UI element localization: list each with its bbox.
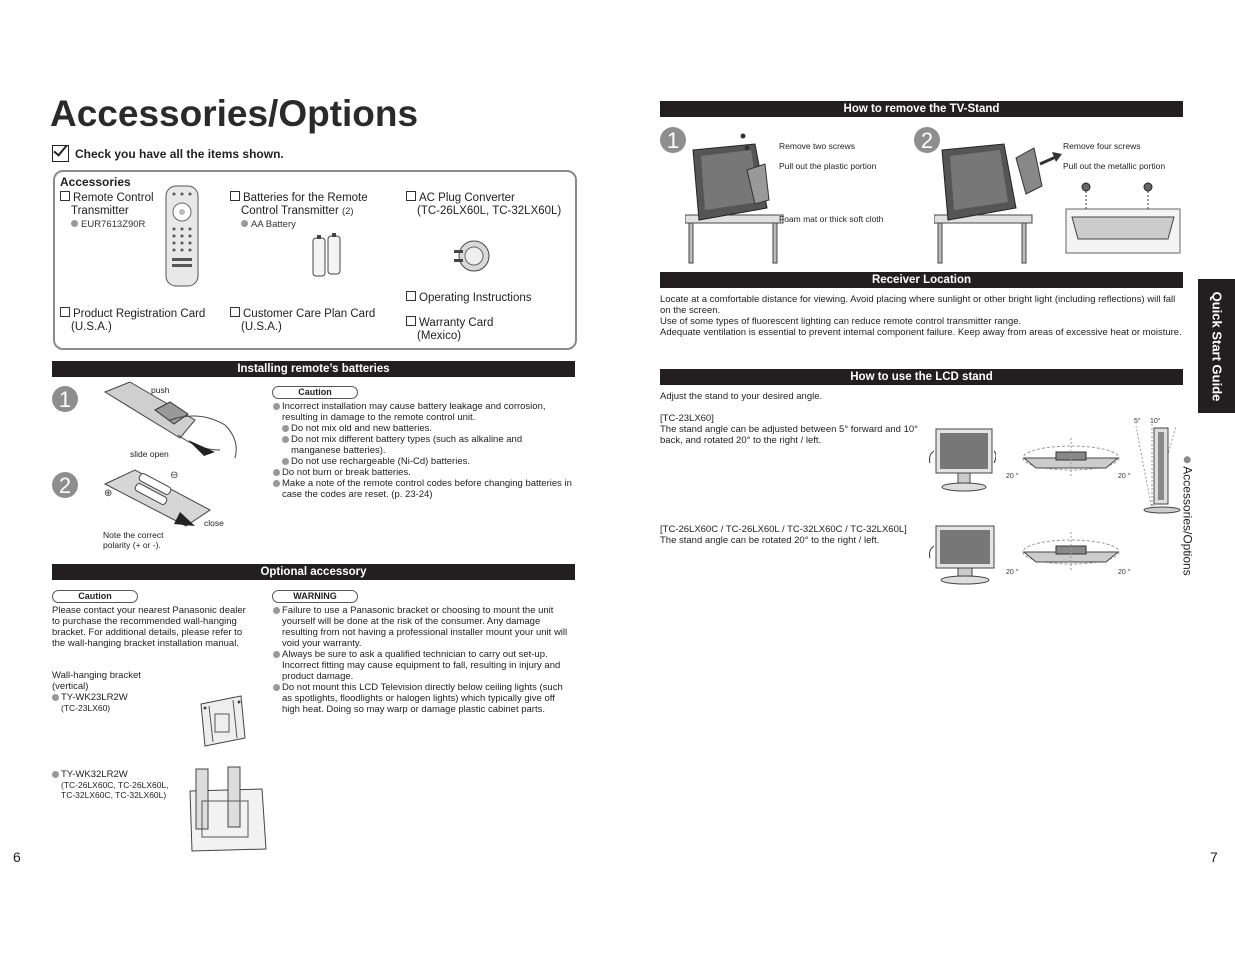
checkbox-icon xyxy=(230,307,240,317)
metallic-portion-detail xyxy=(1064,177,1182,255)
check-line xyxy=(52,145,284,162)
page-title: Accessories/Options xyxy=(50,93,419,134)
warning-badge: WARNING xyxy=(272,590,358,603)
item-instructions: Operating Instructions xyxy=(406,291,532,305)
step2-text-1: Remove four screws xyxy=(1063,141,1141,151)
remove-stand-step2-illustration xyxy=(934,130,1064,265)
step1-text-2: Pull out the plastic portion xyxy=(779,161,877,171)
label-slide-open: slide open xyxy=(130,449,169,459)
step1-text-1: Remove two screws xyxy=(779,141,856,151)
angle-left-label: 20 ° xyxy=(1006,473,1019,480)
page-number-left: 6 xyxy=(13,849,21,865)
caution-badge: Caution xyxy=(272,386,358,399)
section-bar-receiver: Receiver Location xyxy=(660,272,1183,288)
angle-left-label: 20 ° xyxy=(1006,569,1019,576)
angle-right-label: 20 ° xyxy=(1118,569,1131,576)
plug-converter-image xyxy=(452,236,492,276)
item-care-plan: Customer Care Plan Card (U.S.A.) xyxy=(230,307,375,334)
remote-control-image xyxy=(163,184,201,288)
section-bar-remove-stand: How to remove the TV-Stand xyxy=(660,101,1183,117)
step-number-2-right: 2 xyxy=(914,127,940,153)
stand-rotation-26-32-diagram xyxy=(1006,526,1136,582)
label-close: close xyxy=(204,518,224,528)
angle-forward-label: 5° xyxy=(1134,418,1141,425)
section-bar-batteries: Installing remote’s batteries xyxy=(52,361,575,377)
svg-text:⊕: ⊕ xyxy=(104,488,113,499)
label-push: push xyxy=(151,385,170,395)
angle-back-label: 10° xyxy=(1150,418,1161,425)
checkbox-icon xyxy=(60,191,70,201)
list-item: Make a note of the remote control codes before changing batteries in case the codes are reset. (p. 23-24) xyxy=(273,478,573,500)
list-item: Always be sure to ask a qualified technician to carry out set-up. Incorrect fitting may cause equipment to fall, resulting in injury and product damage. xyxy=(273,649,573,682)
batteries-image xyxy=(310,232,344,280)
item-batteries: Batteries for the Remote Control Transmitter (2) AA Battery xyxy=(230,191,368,231)
list-item: Do not mix old and new batteries. xyxy=(282,423,573,434)
item-remote: Remote Control Transmitter EUR7613Z90R xyxy=(60,191,154,231)
item-registration: Product Registration Card (U.S.A.) xyxy=(60,307,205,334)
checkbox-icon xyxy=(230,191,240,201)
checkbox-checked-icon xyxy=(52,145,69,162)
list-item: Do not mount this LCD Television directly below ceiling lights (such as spotlights, floodlights or halogen lights) which typically give off high heat. Doing so may warp or damage plastic cabinet parts. xyxy=(273,682,573,715)
item-plug: AC Plug Converter (TC-26LX60L, TC-32LX60L) xyxy=(406,191,561,218)
tv-front-26-32-image xyxy=(928,522,996,588)
step-number-1: 1 xyxy=(52,386,78,412)
svg-text:⊖: ⊖ xyxy=(170,470,179,481)
step1-text-3: Foam mat or thick soft cloth xyxy=(779,214,884,224)
list-item: Do not burn or break batteries. xyxy=(273,467,573,478)
tv-front-23-image xyxy=(928,425,996,495)
stand-rotation-23-diagram xyxy=(1006,428,1136,490)
bracket-32-image xyxy=(186,765,268,855)
receiver-text: Locate at a comfortable distance for viewing. Avoid placing where sunlight or other bright light (including reflections) will fall on the screen. Use of some types of fluorescent lighting can reduce remote control transmitter range. Adequate ventilation is essential to prevent internal component failure. Keep away from areas of excessive heat or moisture. xyxy=(660,294,1182,338)
checkbox-icon xyxy=(406,191,416,201)
lcd-intro: Adjust the stand to your desired angle. xyxy=(660,391,823,402)
tv-side-tilt-diagram xyxy=(1132,414,1184,516)
remove-stand-step1-illustration xyxy=(685,130,785,265)
page-number-right: 7 xyxy=(1210,849,1218,865)
battery-cover-illustration xyxy=(100,380,245,465)
item-warranty: Warranty Card (Mexico) xyxy=(406,316,493,343)
step2-text-2: Pull out the metallic portion xyxy=(1063,161,1166,171)
side-tab-label: Quick Start Guide xyxy=(1209,291,1224,401)
step-number-2: 2 xyxy=(52,472,78,498)
caution-badge-optional: Caution xyxy=(52,590,138,603)
bracket1-info: TY-WK23LR2W (TC-23LX60) xyxy=(52,692,128,713)
lcd-model1: [TC-23LX60] The stand angle can be adjusted between 5° forward and 10° back, and rotated 20° to the right / left. xyxy=(660,413,918,446)
caution-text-optional: Please contact your nearest Panasonic dealer to purchase the recommended wall-hanging bracket. For additional details, please refer to the wall-hanging bracket installation manual. xyxy=(52,605,246,649)
warning-list xyxy=(273,605,573,715)
checkbox-icon xyxy=(60,307,70,317)
battery-insert-illustration xyxy=(100,466,215,532)
check-text: Check you have all the items shown. xyxy=(75,146,284,161)
list-item: Do not mix different battery types (such as alkaline and manganese batteries). xyxy=(282,434,573,456)
list-item: Failure to use a Panasonic bracket or choosing to mount the unit yourself will be done at the risk of the consumer. Any damage resulting from not having a professional installer mount your unit will void your warranty. xyxy=(273,605,573,649)
list-item: Do not use rechargeable (Ni-Cd) batteries. xyxy=(282,456,573,467)
section-bar-optional: Optional accessory xyxy=(52,564,575,580)
checkbox-icon xyxy=(406,291,416,301)
bracket-23-image xyxy=(193,694,251,748)
bracket-label: Wall-hanging bracket (vertical) xyxy=(52,670,141,692)
section-bar-lcd-stand: How to use the LCD stand xyxy=(660,369,1183,385)
step-number-1-right: 1 xyxy=(660,127,686,153)
polarity-note: Note the correct polarity (+ or -). xyxy=(103,530,164,550)
side-subtitle: Accessories/Options xyxy=(1202,418,1232,558)
lcd-model2: [TC-26LX60C / TC-26LX60L / TC-32LX60C / TC-32LX60L] The stand angle can be rotated 20° to the right / left. xyxy=(660,524,907,546)
list-item: Incorrect installation may cause battery leakage and corrosion, resulting in damage to the remote control unit. xyxy=(273,401,573,423)
checkbox-icon xyxy=(406,316,416,326)
angle-right-label: 20 ° xyxy=(1118,473,1131,480)
caution-list xyxy=(273,401,573,500)
accessories-heading: Accessories xyxy=(60,175,131,189)
bracket2-info: TY-WK32LR2W (TC-26LX60C, TC-26LX60L, TC-32LX60C, TC-32LX60L) xyxy=(52,769,169,800)
